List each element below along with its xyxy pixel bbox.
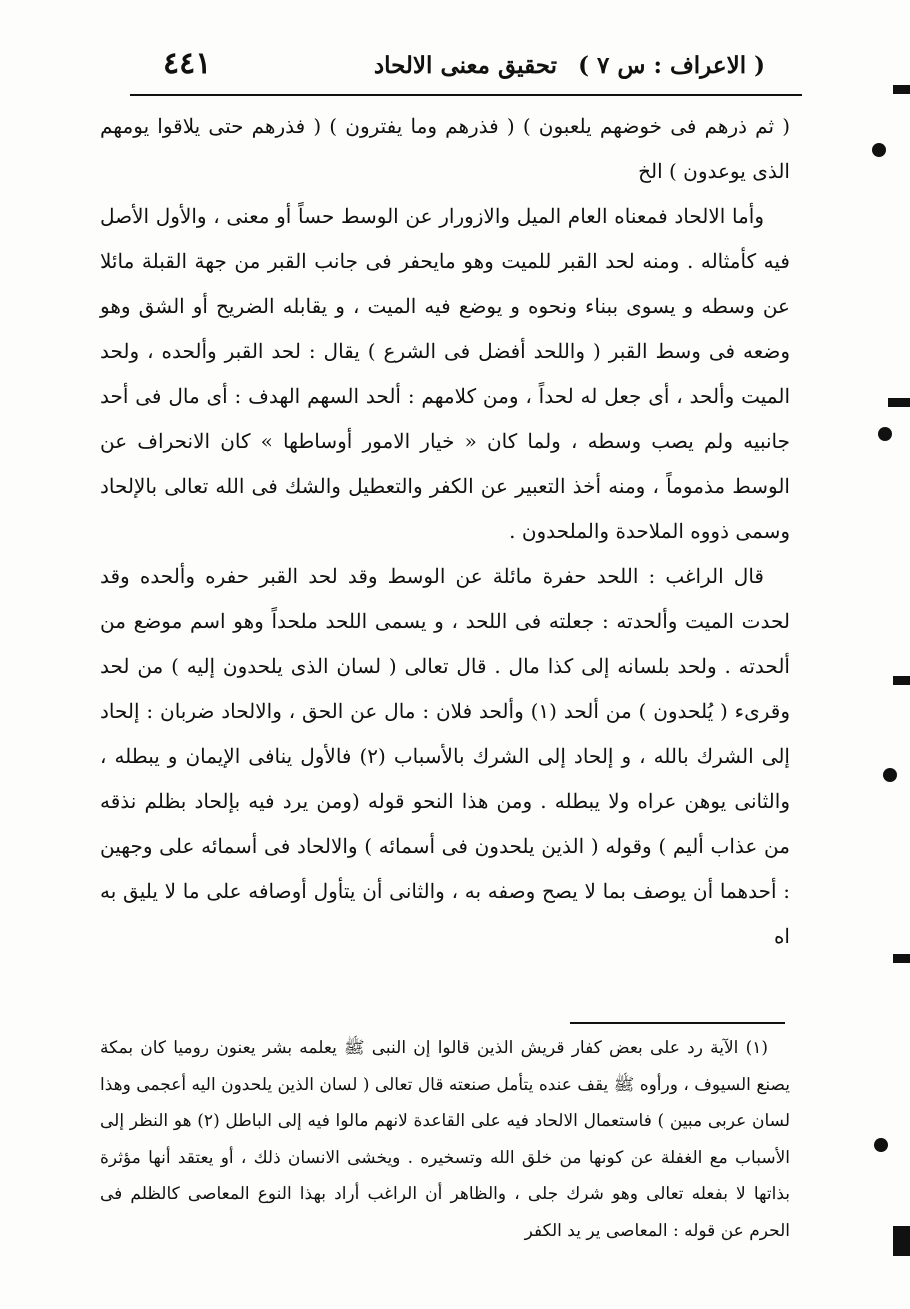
punch-hole-mark <box>883 768 897 782</box>
paragraph-2: وأما الالحاد فمعناه العام الميل والازورار عن الوسط حساً أو معنى ، والأول الأصل فيه كأمثاله . ومنه لحد القبر للميت وهو مايحفر فى جانب القبر من جهة القبلة مائلا عن وسطه و يسوى ببناء ونحوه و يوضع فيه الميت ، و يقابله الضريح أو الشق وهو وضعه فى وسط القبر ( واللحد أفضل فى الشرع ) يقال : لحد القبر وألحده ، ولحد الميت وألحد ، أى جعل له لحداً ، ومن كلامهم : ألحد السهم الهدف : أى مال فى أحد جانبيه ولم يصب وسطه ، ولما كان « خيار الامور أوساطها » كان الانحراف عن الوسط مذموماً ، ومنه أخذ التعبير عن الكفر والتعطيل والشك فى الله تعالى بالإلحاد وسمى ذووه الملاحدة والملحدون . <box>100 204 790 543</box>
footnote-1: (١) الآية رد على بعض كفار قريش الذين قالوا إن النبى ﷺ يعلمه بشر يعنون روميا كان بمكة يصنع السيوف ، ورأوه ﷺ يقف عنده يتأمل صنعته قال تعالى ( لسان الذين يلحدون اليه أعجمى وهذا لسان عربى مبين ) فاستعمال الالحاد فيه على القاعدة لانهم مالوا فيه إلى الباطل (٢) هو النظر إلى الأسباب مع الغفلة عن كونها من خلق الله وتسخيره . ويخشى الانسان ذلك ، أو يعتقد أنها مؤثرة بذاتها لا بفعله تعالى وهو شرك جلى ، والظاهر أن الراغب أراد بهذا النوع المعاصى كالظلم فى الحرم عن قوله : المعاصى ير يد الكفر <box>100 1038 791 1241</box>
header-title: تحقيق معنى الالحاد <box>373 52 557 79</box>
header-reference: ( الاعراف : س ٧ ) <box>578 52 765 79</box>
margin-mark <box>893 85 910 94</box>
footnotes <box>100 1030 790 1249</box>
page-number: ٤٤١ <box>163 46 212 81</box>
margin-mark <box>893 676 910 685</box>
footnote-rule <box>570 1022 785 1024</box>
running-header <box>135 44 805 94</box>
punch-hole-mark <box>872 143 886 157</box>
paragraph-3: قال الراغب : اللحد حفرة مائلة عن الوسط وقد لحد القبر حفره وألحده وقد لحدت الميت وألحدته : جعلته فى اللحد ، و يسمى اللحد ملحداً وهو اسم موضع من ألحدته . ولحد بلسانه إلى كذا مال . قال تعالى ( لسان الذى يلحدون إليه ) من لحد وقرىء ( يُلحدون ) من ألحد (١) وألحد فلان : مال عن الحق ، والالحاد ضربان : إلحاد إلى الشرك بالله ، و إلحاد إلى الشرك بالأسباب (٢) فالأول ينافى الإيمان و يبطله ، والثانى يوهن عراه ولا يبطله . ومن هذا النحو قوله (ومن يرد فيه بإلحاد بظلم نذقه من عذاب أليم ) وقوله ( الذين يلحدون فى أسمائه ) والالحاد فى أسمائه على وجهين : أحدهما أن يوصف بما لا يصح وصفه به ، والثانى أن يتأول أوصافه على ما لا يليق به اه <box>100 564 790 948</box>
margin-mark <box>888 398 910 407</box>
punch-hole-mark <box>878 427 892 441</box>
margin-mark <box>893 1226 910 1256</box>
margin-mark <box>893 954 910 963</box>
main-text <box>100 104 790 959</box>
header-rule <box>130 94 802 96</box>
paragraph-1: ( ثم ذرهم فى خوضهم يلعبون ) ( فذرهم وما يفترون ) ( فذرهم حتى يلاقوا يومهم الذى يوعدون ) الخ <box>100 114 790 183</box>
punch-hole-mark <box>874 1138 888 1152</box>
